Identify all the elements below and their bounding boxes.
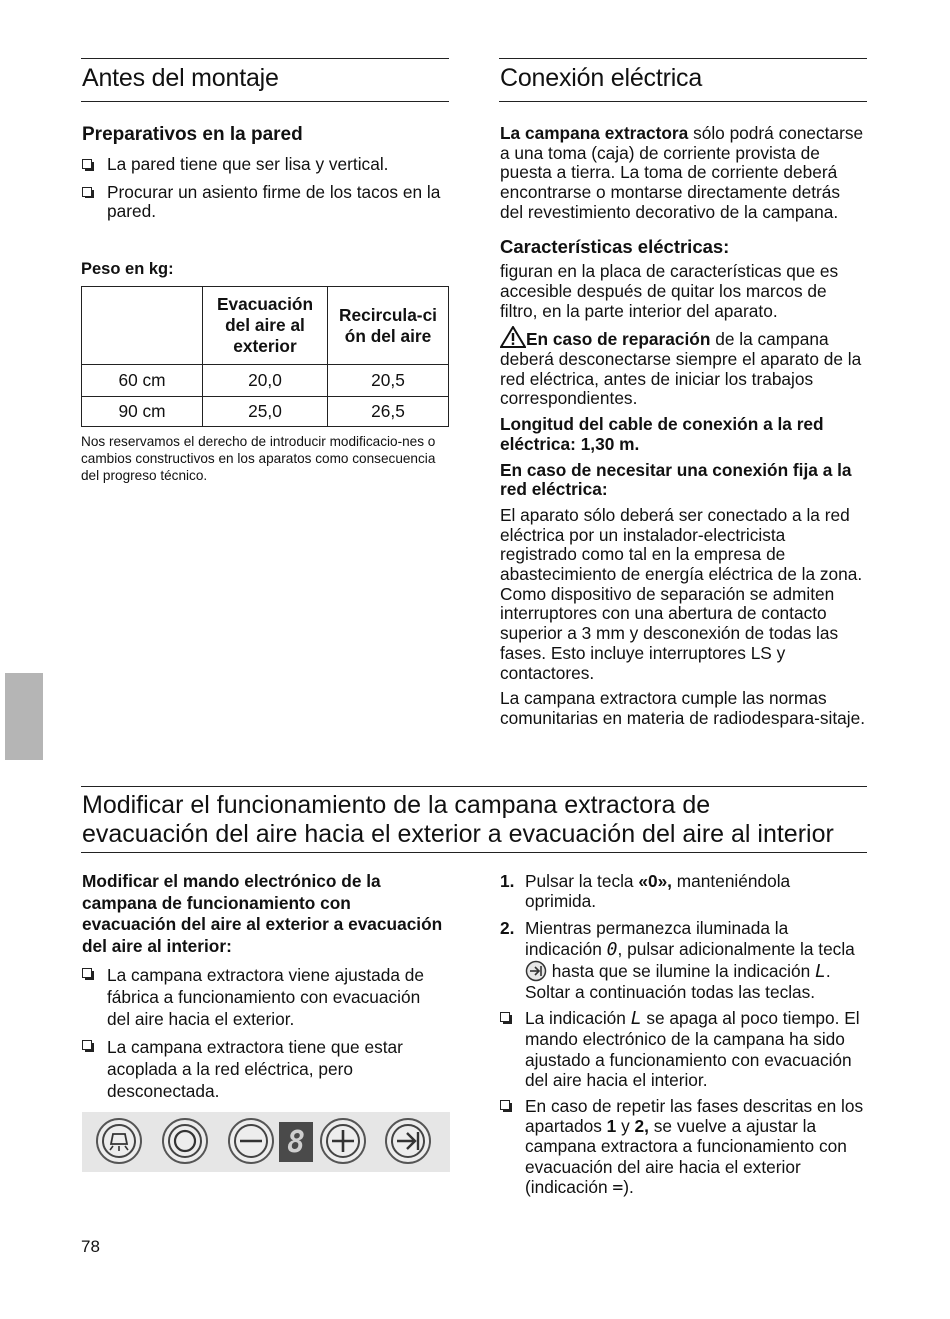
- off-button-icon: [162, 1118, 208, 1164]
- table-cell: 20,5: [328, 365, 449, 397]
- interval-key-icon: [525, 960, 547, 982]
- display-indicator: L: [815, 960, 826, 982]
- side-thumb-tab: [5, 673, 43, 760]
- fixed-connection-paragraph: El aparato sólo deberá ser conectado a la red eléctrica por un instalador-electricista registrado como tal en la empresa de abastecimiento de energía eléctrica de la zona. Como dispositivo de separación se admiten interruptores con una abertura de contacto superior a 3 mm y desconexión de todas las fases. Esto incluye interruptores LS y contactores.: [500, 504, 863, 683]
- table-row: [82, 397, 449, 427]
- table-cell: 25,0: [203, 397, 328, 427]
- table-cell: 90 cm: [82, 397, 203, 427]
- checkbox-bullet-icon: [500, 1012, 510, 1022]
- checkbox-bullet-icon: [82, 1040, 92, 1050]
- list-item: En caso de repetir las fases descritas en los apartados 1 y 2, se vuelve a ajustar la campana extractora a funcionamiento con evacuación del aire hacia el exterior (indicación =).: [500, 1096, 866, 1198]
- display-indicator: 0: [606, 938, 618, 960]
- display-indicator: =: [612, 1176, 624, 1198]
- page-number: 78: [81, 1237, 100, 1256]
- norms-paragraph: La campana extractora cumple las normas comunitarias en materia de radiodespara-sitaje.: [500, 688, 866, 728]
- light-button-icon: [96, 1118, 142, 1164]
- section2-right-column: [500, 871, 866, 1198]
- warning-triangle-icon: [500, 326, 526, 348]
- disclaimer: Nos reservamos el derecho de introducir modificacio-nes o cambios constructivos en los aparatos como consecuencia del progreso técnico.: [81, 434, 436, 483]
- checkbox-bullet-icon: [82, 968, 92, 978]
- table-header-cell: Recircula-ción del aire: [328, 287, 449, 365]
- repair-paragraph: En caso de reparación de la campana deberá desconectarse siempre el aparato de la red eléctrica, antes de iniciar los trabajos correspondientes.: [500, 326, 866, 409]
- section2-title: Modificar el funcionamiento de la campana extractora de evacuación del aire hacia el exterior a evacuación del aire al interior: [82, 791, 834, 848]
- list-item: La campana extractora tiene que estar acoplada a la red eléctrica, pero desconectada.: [82, 1036, 444, 1102]
- list-item: Procurar un asiento firme de los tacos en la pared.: [82, 183, 442, 222]
- list-item: La campana extractora viene ajustada de fábrica a funcionamiento con evacuación del aire hacia el exterior.: [82, 964, 444, 1030]
- checkbox-bullet-icon: [500, 1100, 510, 1110]
- weight-heading: Peso en kg:: [81, 260, 174, 278]
- wall-list: [82, 155, 442, 222]
- right-column-text: [500, 124, 866, 729]
- title-rule-bottom-left: [81, 101, 449, 102]
- weight-table: [81, 286, 449, 427]
- title-rule-bottom-right: [499, 101, 867, 102]
- section2-subheading: Modificar el mando electrónico de la campana de funcionamiento con evacuación del aire al exterior a evacuación del aire al interior:: [82, 871, 443, 956]
- section2-rule-top: [81, 786, 867, 787]
- list-item: La indicación L se apaga al poco tiempo. El mando electrónico de la campana ha sido ajustado a funcionamiento con evacuación del aire hacia el interior.: [500, 1008, 866, 1090]
- control-panel: [82, 1112, 450, 1172]
- display-indicator: L: [630, 1008, 642, 1030]
- interval-button-icon: [385, 1118, 431, 1164]
- minus-button-icon: [228, 1118, 274, 1164]
- section2-rule-bottom: [81, 852, 867, 853]
- table-cell: 20,0: [203, 365, 328, 397]
- checkbox-bullet-icon: [82, 159, 92, 169]
- section-title-antes-del-montaje: Antes del montaje: [82, 64, 279, 92]
- step-1: 1. Pulsar la tecla «0», manteniéndola oprimida.: [500, 871, 791, 912]
- cable-length-text: Longitud del cable de conexión a la red eléctrica: 1,30 m.: [500, 414, 824, 454]
- char-paragraph: figuran en la placa de características que es accesible después de quitar los marcos de filtro, en la parte interior del aparato.: [500, 261, 839, 321]
- char-heading: Características eléctricas:: [500, 235, 730, 257]
- section2-left-list: [82, 964, 444, 1102]
- table-header-row: [82, 287, 449, 365]
- table-cell: 60 cm: [82, 365, 203, 397]
- table-row: [82, 365, 449, 397]
- list-item: La pared tiene que ser lisa y vertical.: [82, 155, 442, 175]
- checkbox-bullet-icon: [82, 187, 92, 197]
- step-2: 2. Mientras permanezca iluminada la indicación 0, pulsar adicionalmente la tecla hasta que se ilumine la indicación L. Soltar a continuación todas las teclas.: [500, 918, 855, 1003]
- wall-heading: Preparativos en la pared: [82, 124, 303, 145]
- section-title-conexion-electrica: Conexión eléctrica: [500, 64, 703, 92]
- table-cell: 26,5: [328, 397, 449, 427]
- table-header-cell: [82, 287, 203, 365]
- title-rule-top-right: [499, 58, 867, 59]
- fixed-connection-heading: En caso de necesitar una conexión fija a la red eléctrica:: [500, 459, 852, 500]
- intro-paragraph: La campana extractora sólo podrá conectarse a una toma (caja) de corriente provista de puesta a tierra. La toma de corriente deberá encontrarse o montarse directamente detrás del revestimiento decorativo de la campana.: [500, 123, 864, 222]
- plus-button-icon: [320, 1118, 366, 1164]
- seven-segment-display: 8: [279, 1122, 313, 1162]
- table-header-cell: Evacuación del aire al exterior: [203, 287, 328, 365]
- title-rule-top-left: [81, 58, 449, 59]
